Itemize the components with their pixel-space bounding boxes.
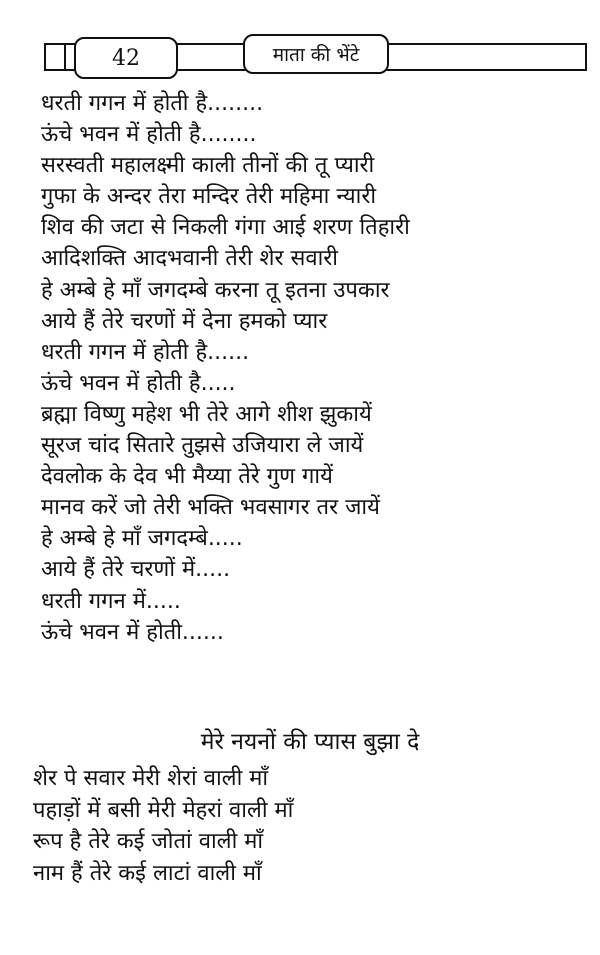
header-divider [64,43,66,71]
verse-line: गुफा के अन्दर तेरा मन्दिर तेरी महिमा न्यारी [41,184,377,210]
verse-line: मानव करें जो तेरी भक्ति भवसागर तर जायें [41,495,380,521]
song-line: शेर पे सवार मेरी शेरां वाली माँ [33,766,269,791]
verse-line: ऊंचे भवन में होती...... [41,619,224,645]
verse-line: आदिशक्ति आदभवानी तेरी शेर सवारी [41,246,338,272]
verse-line: धरती गगन में होती है...... [41,339,250,365]
verse-line: शिव की जटा से निकली गंगा आई शरण तिहारी [41,215,410,241]
song-title: मेरे नयनों की प्यास बुझा दे [200,729,420,755]
page-number: 42 [74,37,178,79]
verse-line: आये हैं तेरे चरणों में..... [41,557,231,583]
verse-line: ऊंचे भवन में होती है........ [41,122,257,148]
song-line: पहाड़ों में बसी मेरी मेहरां वाली माँ [33,797,294,823]
song-block [33,763,593,889]
verse-line: हे अम्बे हे माँ जगदम्बे..... [41,526,243,552]
verse-line: सरस्वती महालक्ष्मी काली तीनों की तू प्यारी [41,153,375,179]
verse-line: देवलोक के देव भी मैय्या तेरे गुण गायें [41,464,333,490]
verse-line: सूरज चांद सितारे तुझसे उजियारा ले जायें [41,433,364,459]
book-title: माता की भेंटे [243,34,389,74]
verse-line: आये हैं तेरे चरणों में देना हमको प्यार [41,308,328,334]
song-line: नाम हैं तेरे कई लाटां वाली माँ [33,860,262,886]
song-line: रूप है तेरे कई जोतां वाली माँ [33,829,264,854]
verse-line: धरती गगन में..... [41,588,181,614]
verse-line: हे अम्बे हे माँ जगदम्बे करना तू इतना उपकार [41,277,390,303]
verse-line: ऊंचे भवन में होती है..... [41,370,236,396]
verse-line: धरती गगन में होती है........ [41,91,264,116]
page-header [44,37,589,73]
verse-block [41,88,591,648]
verse-line: ब्रह्मा विष्णु महेश भी तेरे आगे शीश झुकायें [41,401,372,427]
